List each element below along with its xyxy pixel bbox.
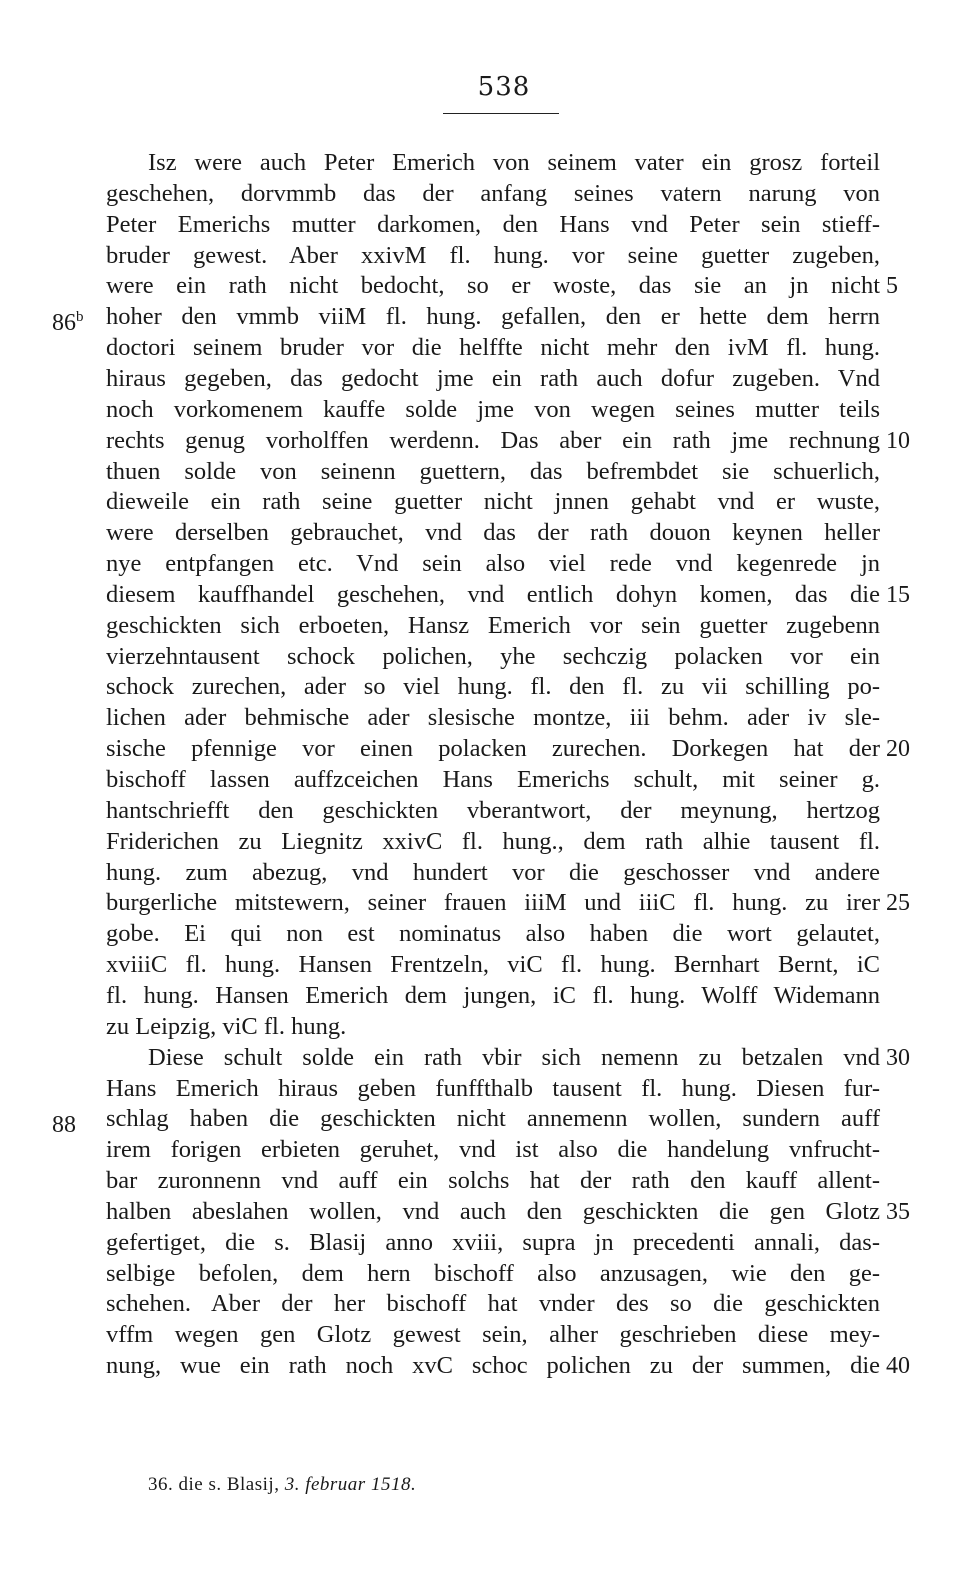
text-line: thuen solde von seinenn guettern, das befrembdet sie schuerlich, — [106, 457, 880, 485]
page-number-rule — [443, 113, 559, 114]
text-line: were derselben gebrauchet, vnd das der rath douon keynen heller — [106, 519, 880, 547]
text-line: fl. hung. Hansen Emerich dem jungen, iC fl. hung. Wolff Widemann — [106, 981, 880, 1009]
text-line: geschickten sich erboeten, Hansz Emerich vor sein guetter zugebenn — [106, 611, 880, 639]
text-line: gefertiget, die s. Blasij anno xviii, supra jn precedenti annali, das- — [106, 1228, 880, 1256]
margin-line-number: 25 — [886, 890, 910, 917]
folio-marker — [52, 302, 84, 337]
margin-line-number: 15 — [886, 581, 910, 608]
text-line: Peter Emerichs mutter darkomen, den Hans vnd Peter sein stieff- — [106, 210, 880, 238]
footnote — [148, 1470, 416, 1500]
folio-number: 86 — [52, 310, 76, 337]
text-line: Hans Emerich hiraus geben funffthalb tausent fl. hung. Diesen fur- — [106, 1074, 880, 1102]
text-line: nung, wue ein rath noch xvC schoc polichen zu der summen, die — [106, 1352, 880, 1380]
text-line: zu Leipzig, viC fl. hung. — [106, 1012, 347, 1040]
margin-line-number: 20 — [886, 736, 910, 763]
text-line: bar zuronnenn vnd auff ein solchs hat der rath den kauff allent- — [106, 1167, 880, 1195]
footnote-date: 3. februar 1518. — [284, 1474, 417, 1495]
text-line: dieweile ein rath seine guetter nicht jnnen gehabt vnd er wuste, — [106, 488, 880, 516]
page-number: 538 — [477, 72, 531, 102]
text-line: diesem kauffhandel geschehen, vnd entlich dohyn komen, das die — [106, 580, 880, 608]
text-line: lichen ader behmische ader slesische montze, iii behm. ader iv sle- — [106, 704, 880, 732]
text-line: vierzehntausent schock polichen, yhe sechczig polacken vor ein — [106, 642, 880, 670]
text-line: Friderichen zu Liegnitz xxivC fl. hung., dem rath alhie tausent fl. — [106, 827, 880, 855]
folio-marker — [52, 1104, 76, 1139]
text-line: gobe. Ei qui non est nominatus also haben die wort gelautet, — [106, 920, 880, 948]
text-line: xviiiC fl. hung. Hansen Frentzeln, viC fl. hung. Bernhart Bernt, iC — [106, 951, 880, 979]
margin-line-number: 40 — [886, 1353, 910, 1380]
text-line: burgerliche mitstewern, seiner frauen iiiM und iiiC fl. hung. zu irer — [106, 889, 880, 917]
text-line: schlag haben die geschickten nicht annemenn wollen, sundern auff — [106, 1105, 880, 1133]
margin-line-number: 35 — [886, 1198, 910, 1225]
text-line: geschehen, dorvmmb das der anfang seines vatern narung von — [106, 179, 880, 207]
text-line: sische pfennige vor einen polacken zurechen. Dorkegen hat der — [106, 735, 880, 763]
text-line: halben abeslahen wollen, vnd auch den geschickten die gen Glotz — [106, 1197, 880, 1225]
text-line: schock zurechen, ader so viel hung. fl. den fl. zu vii schilling po- — [106, 673, 880, 701]
text-line: Isz were auch Peter Emerich von seinem vater ein grosz forteil — [148, 149, 880, 176]
text-line: selbige befolen, dem hern bischoff also anzusagen, wie den ge- — [106, 1259, 880, 1287]
text-line: bischoff lassen auffzceichen Hans Emerichs schult, mit seiner g. — [106, 766, 880, 793]
text-line: doctori seinem bruder vor die helffte nicht mehr den ivM fl. hung. — [106, 334, 880, 362]
footnote-lead: 36. die s. Blasij, — [148, 1474, 280, 1495]
text-line: hoher den vmmb viiM fl. hung. gefallen, den er hette dem herrn — [106, 303, 880, 331]
margin-line-number: 10 — [886, 427, 910, 454]
text-line: were ein rath nicht bedocht, so er woste, das sie an jn nicht — [106, 272, 880, 300]
text-line: Diese schult solde ein rath vbir sich nemenn zu betzalen vnd — [148, 1043, 880, 1071]
folio-side: b — [76, 309, 84, 326]
text-line: noch vorkomenem kauffe solde jme von wegen seines mutter teils — [106, 395, 880, 423]
margin-line-number: 30 — [886, 1044, 910, 1071]
text-line: nye entpfangen etc. Vnd sein also viel rede vnd kegenrede jn — [106, 550, 880, 578]
text-line: hantschriefft den geschickten vberantwort, der meynung, hertzog — [106, 796, 880, 824]
folio-number: 88 — [52, 1112, 76, 1139]
text-line: vffm wegen gen Glotz gewest sein, alher geschrieben diese mey- — [106, 1321, 880, 1349]
text-line: irem forigen erbieten geruhet, vnd ist also die handelung vnfrucht- — [106, 1136, 880, 1164]
text-line: schehen. Aber der her bischoff hat vnder des so die geschickten — [106, 1290, 880, 1318]
text-line: hung. zum abezug, vnd hundert vor die geschosser vnd andere — [106, 858, 880, 886]
text-line: hiraus gegeben, das gedocht jme ein rath auch dofur zugeben. Vnd — [106, 364, 880, 392]
text-line: bruder gewest. Aber xxivM fl. hung. vor seine guetter zugeben, — [106, 241, 880, 269]
text-line: rechts genug vorholffen werdenn. Das aber ein rath jme rechnung — [106, 426, 880, 454]
margin-line-number: 5 — [886, 273, 898, 300]
